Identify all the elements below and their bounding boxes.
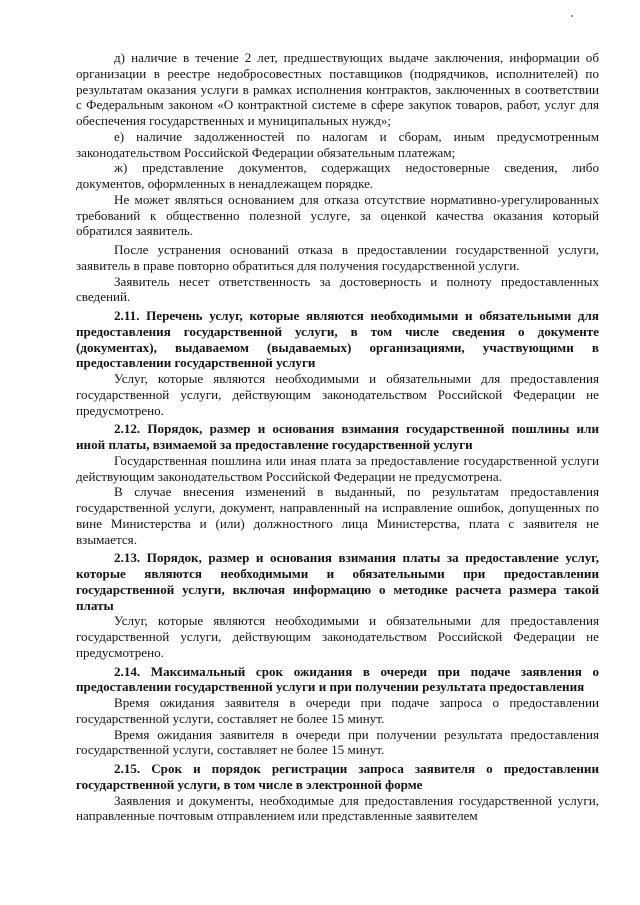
paragraph-2-15-body: Заявления и документы, необходимые для предоставления государственной услуги, направленные почтовым отправлением или представленные заявителем xyxy=(76,792,599,824)
paragraph-no-grounds: Не может являться основанием для отказа отсутствие нормативно-урегулированных требований к общественно полезной услуге, за оценкой качества оказания который обратился заявитель. xyxy=(76,191,599,239)
paragraph-2-13-body: Услуг, которые являются необходимыми и обязательными для предоставления государственной услуги, действующим законодательством Российской Федерации не предусмотрено. xyxy=(76,613,599,660)
section-heading-2-15: 2.15. Срок и порядок регистрации запроса заявителя о предоставлении государственной услуги, в том числе в электронной форме xyxy=(76,761,599,792)
paragraph-2-11-body: Услуг, которые являются необходимыми и обязательными для предоставления государственной услуги, действующим законодательством Российской Федерации не предусмотрено. xyxy=(76,371,599,418)
paragraph-2-12-corrections: В случае внесения изменений в выданный, по результатам предоставления государственной услуги, документ, направленный на исправление ошибок, допущенных по вине Министерства и (или) должностного лица Министерства, плата с заявителя не взымается. xyxy=(76,484,599,547)
paragraph-item-d: д) наличие в течение 2 лет, предшествующих выдаче заключения, информации об организации в реестре недобросовестных поставщиков (подрядчиков, исполнителей) по результатам оказания услуги в рамках исполнения контрактов, заключенных в соответствии с Федеральным законом «О контрактной системе в сфере закупок товаров, работ, услуг для обеспечения государственных и муниципальных нужд»; xyxy=(76,50,599,128)
section-heading-2-13: 2.13. Порядок, размер и основания взимания платы за предоставление услуг, которые являются необходимыми и обязательными при предоставлении государственной услуги, включая информацию о методике расчета размера такой платы xyxy=(76,550,599,613)
scan-mark xyxy=(571,15,573,17)
paragraph-responsibility: Заявитель несет ответственность за достоверность и полноту предоставленных сведений. xyxy=(76,273,599,305)
document-page xyxy=(76,50,599,824)
section-heading-2-12: 2.12. Порядок, размер и основания взимания государственной пошлины или иной платы, взимаемой за предоставление государственной услуги xyxy=(76,421,599,452)
paragraph-item-e: е) наличие задолженностей по налогам и сборам, иным предусмотренным законодательством Российской Федерации обязательным платежам; xyxy=(76,128,599,160)
paragraph-reapply: После устранения оснований отказа в предоставлении государственной услуги, заявитель в праве повторно обратиться для получения государственной услуги. xyxy=(76,242,599,273)
paragraph-item-zh: ж) представление документов, содержащих недостоверные сведения, либо документов, оформленных в ненадлежащем порядке. xyxy=(76,160,599,191)
paragraph-2-14-submission: Время ожидания заявителя в очереди при подаче запроса о предоставлении государственной услуги, составляет не более 15 минут. xyxy=(76,695,599,726)
paragraph-2-12-body: Государственная пошлина или иная плата за предоставление государственной услуги действующим законодательством Российской Федерации не предусмотрена. xyxy=(76,452,599,484)
section-heading-2-11: 2.11. Перечень услуг, которые являются необходимыми и обязательными для предоставления государственной услуги, в том числе сведения о документе (документах), выдаваемом (выдаваемых) организациями, участвующими в предоставлении государственной услуги xyxy=(76,308,599,371)
paragraph-2-14-receipt: Время ожидания заявителя в очереди при получении результата предоставления государственной услуги, составляет не более 15 минут. xyxy=(76,726,599,758)
section-heading-2-14: 2.14. Максимальный срок ожидания в очереди при подаче заявления о предоставлении государственной услуги и при получении результата предоставления xyxy=(76,663,599,695)
